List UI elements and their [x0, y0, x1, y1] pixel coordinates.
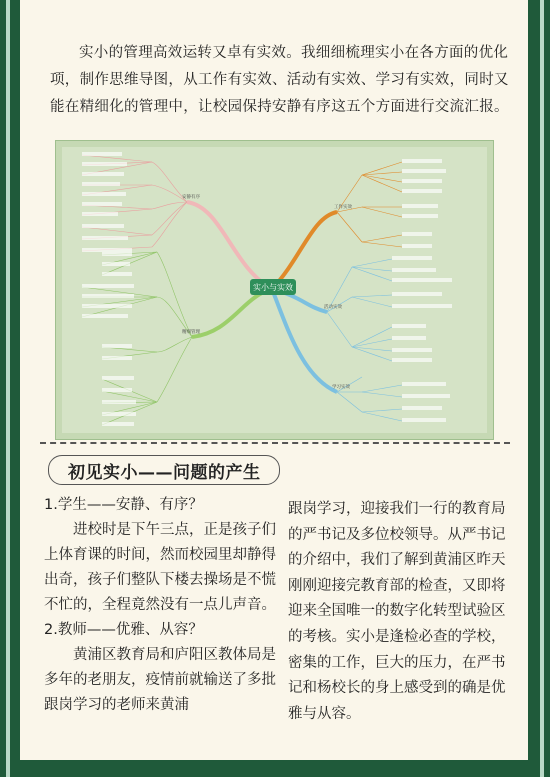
- decorative-stripe-right: [540, 0, 544, 777]
- mind-map-branch-label: 安静有序: [182, 195, 200, 200]
- heading-students: 1.学生——安静、有序？: [44, 497, 203, 513]
- mind-map-svg: [62, 147, 485, 431]
- mind-map-branch-label: 学习实效: [332, 385, 350, 390]
- mind-map-canvas: [62, 147, 487, 433]
- heading-teachers: 2.教师——优雅、从容？: [44, 622, 203, 638]
- decorative-stripe-left: [6, 0, 10, 777]
- paragraph-students: 进校时是下午三点，正是孩子们上体育课的时间，然而校园里却静得出奇，孩子们整队下楼去操场是不慌不忙的，全程竟然没有一点儿声音。: [44, 522, 276, 613]
- mind-map-image: [55, 140, 494, 440]
- paragraph-teachers: 黄浦区教育局和庐阳区教体局是多年的老朋友，疫情前就输送了多批跟岗学习的老师来黄浦: [44, 647, 276, 713]
- mind-map-center-label: 实小与实效: [253, 283, 293, 292]
- section-divider: [40, 442, 510, 444]
- mind-map-branch-label: 活动实效: [324, 305, 342, 310]
- left-column: [44, 493, 276, 718]
- right-column-paragraph: 跟岗学习，迎接我们一行的教育局的严书记及多位校领导。从严书记的介绍中，我们了解到黄浦区昨天刚刚迎接完教育部的检查，又即将迎来全国唯一的数字化转型试验区的考核。实小是逢检必查的学校，密集的工作，巨大的压力，在严书记和杨校长的身上感受到的确是优雅与从容。: [288, 501, 506, 722]
- mind-map-branch-label: 工作实效: [334, 205, 352, 210]
- intro-paragraph: 实小的管理高效运转又卓有实效。我细细梳理实小在各方面的优化项，制作思维导图，从工作有实效、活动有实效、学习有实效，同时又能在精细化的管理中，让校园保持安静有序这五个方面进行交流汇报。: [50, 45, 509, 115]
- section-title: 初见实小——问题的产生: [68, 463, 261, 483]
- mind-map-branch-label: 精细管理: [182, 330, 200, 335]
